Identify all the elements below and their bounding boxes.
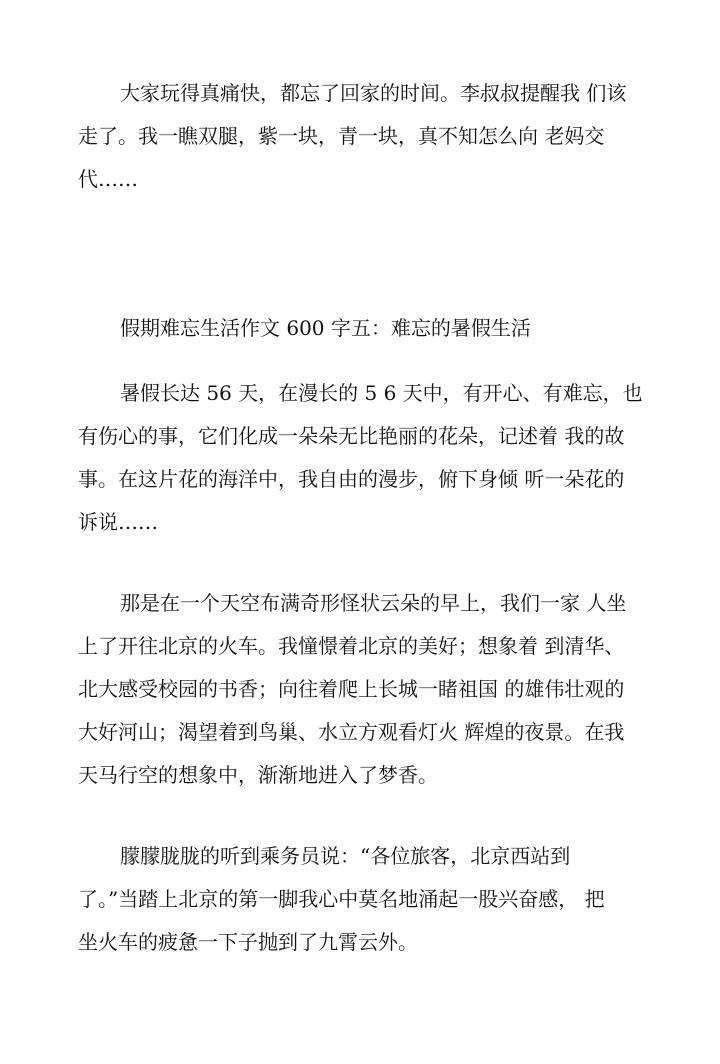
text-line: 暑假长达 56 天，在漫长的 5 6 天中，有开心、有难忘，也 [120, 381, 643, 405]
text-line: 事。在这片花的海洋中，我自由的漫步，俯下身倾 听一朵花的 [78, 467, 625, 491]
text-line: 天马行空的想象中，渐渐地进入了梦香。 [78, 763, 438, 787]
paragraph-intro [78, 72, 644, 201]
text-line: 上了开往北京的火车。我憧憬着北京的美好；想象着 到清华、 [78, 634, 625, 658]
section-heading: 假期难忘生活作文 600 字五：难忘的暑假生活 [120, 316, 531, 340]
text-line: 北大感受校园的书香；向往着爬上长城一睹祖国 的雄伟壮观的 [78, 677, 625, 701]
paragraph-summer [78, 372, 644, 544]
text-line: 走了。我一瞧双腿，紫一块，青一块，真不知怎么向 老妈交 [78, 124, 605, 148]
text-line: 有伤心的事，它们化成一朵朵无比艳丽的花朵，记述着 我的故 [78, 424, 625, 448]
text-line: 大好河山；渴望着到鸟巢、水立方观看灯火 辉煌的夜景。在我 [78, 720, 625, 744]
paragraph-arrival [78, 835, 644, 964]
text-line: 代…… [78, 167, 138, 191]
text-line: 了。”当踏上北京的第一脚我心中莫名地涌起一股兴奋感， 把 [78, 887, 605, 911]
text-line: 那是在一个天空布满奇形怪状云朵的早上，我们一家 人坐 [120, 591, 627, 615]
text-line: 朦朦胧胧的听到乘务员说：“各位旅客，北京西站到 [120, 844, 571, 868]
text-line: 诉说…… [78, 510, 158, 534]
text-line: 大家玩得真痛快，都忘了回家的时间。李叔叔提醒我 们该 [120, 81, 627, 105]
paragraph-train [78, 582, 644, 797]
text-line: 坐火车的疲惫一下子抛到了九霄云外。 [78, 930, 418, 954]
document-page [78, 72, 644, 964]
